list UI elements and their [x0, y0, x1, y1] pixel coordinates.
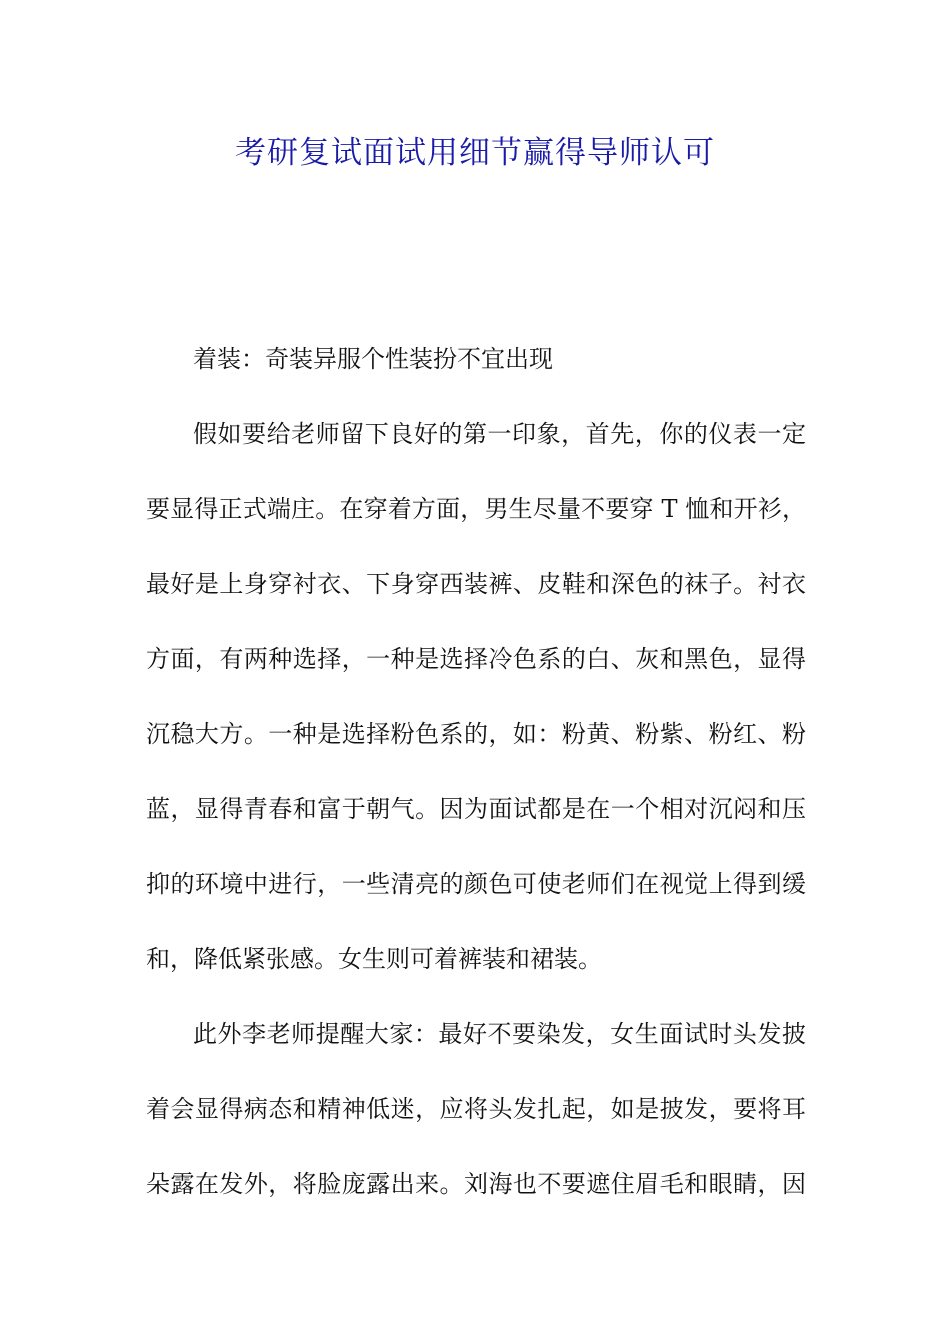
blank-line: [146, 1129, 806, 1167]
paragraph-1-line-7: 抑的环境中进行，一些清亮的颜色可使老师们在视觉上得到缓: [146, 870, 806, 898]
paragraph-1-line-5: 沉稳大方。一种是选择粉色系的，如：粉黄、粉紫、粉红、粉: [146, 720, 806, 748]
paragraph-2-line-2: 着会显得病态和精神低迷，应将头发扎起，如是披发，要将耳: [146, 1095, 806, 1123]
blank-line: [146, 829, 806, 867]
blank-line: [146, 379, 806, 417]
blank-line: [146, 604, 806, 642]
paragraph-1-line-8: 和，降低紧张感。女生则可着裤装和裙装。: [146, 945, 602, 973]
blank-line: [146, 454, 806, 492]
section-heading: 着装：奇装异服个性装扮不宜出现: [193, 345, 553, 373]
paragraph-1-line-6: 蓝，显得青春和富于朝气。因为面试都是在一个相对沉闷和压: [146, 795, 806, 823]
paragraph-2-line-1: 此外李老师提醒大家：最好不要染发，女生面试时头发披: [193, 1020, 806, 1048]
blank-line: [146, 679, 806, 717]
paragraph-1-line-4: 方面，有两种选择，一种是选择冷色系的白、灰和黑色，显得: [146, 645, 806, 673]
blank-line: [146, 979, 806, 1017]
paragraph-1-line-2: 要显得正式端庄。在穿着方面，男生尽量不要穿 T 恤和开衫，: [146, 495, 806, 523]
blank-line: [146, 1054, 806, 1092]
document-body: [146, 341, 806, 1204]
paragraph-2-line-3: 朵露在发外，将脸庞露出来。刘海也不要遮住眉毛和眼睛，因: [146, 1170, 806, 1198]
blank-line: [146, 529, 806, 567]
document-title: 考研复试面试用细节赢得导师认可: [235, 135, 715, 171]
paragraph-1-line-3: 最好是上身穿衬衣、下身穿西装裤、皮鞋和深色的袜子。衬衣: [146, 570, 806, 598]
blank-line: [146, 754, 806, 792]
blank-line: [146, 904, 806, 942]
paragraph-1-line-1: 假如要给老师留下良好的第一印象，首先，你的仪表一定: [193, 420, 806, 448]
